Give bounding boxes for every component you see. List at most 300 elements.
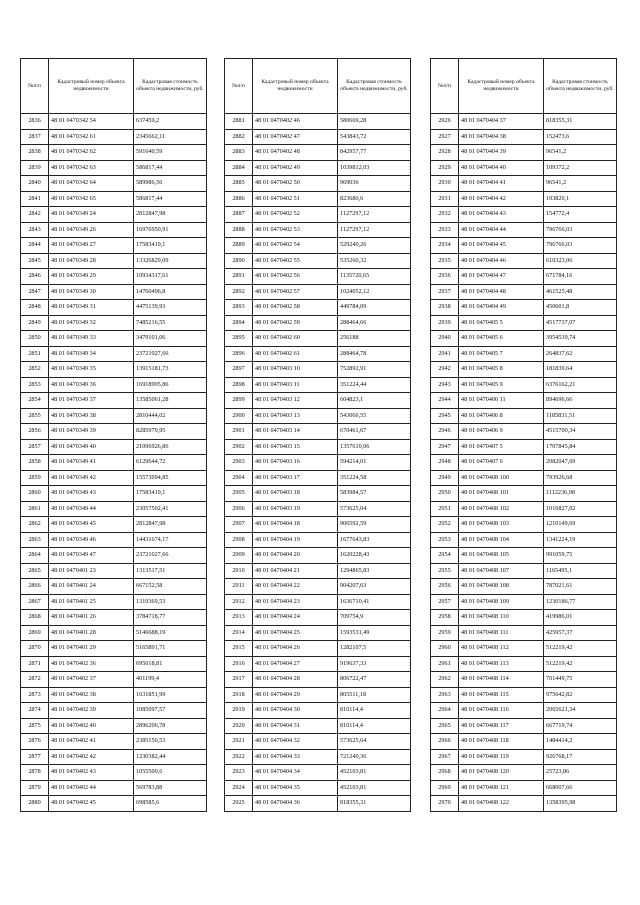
cadastral-value-cell: 991059,75 [544,548,617,564]
cadastral-value-cell: 15573094,85 [134,470,207,486]
table-row [431,734,617,750]
cadastral-value-cell: 264837,62 [544,346,617,362]
cadastral-number-cell: 48 01 0470404 19 [253,532,338,548]
cadastral-number-cell: 48 01 0470342 62 [49,145,134,161]
cadastral-value-cell: 701449,75 [544,672,617,688]
table-row [431,191,617,207]
row-number-cell: 2945 [431,408,459,424]
cadastral-value-cell: 2810444,02 [134,408,207,424]
row-number-cell: 2851 [21,346,49,362]
table-row [225,625,411,641]
cadastral-number-cell: 48 01 0470404 42 [459,191,544,207]
cadastral-number-cell: 48 01 0470342 61 [49,129,134,145]
cadastral-number-cell: 48 01 0470402 36 [49,656,134,672]
table-row [225,594,411,610]
cadastral-value-cell: 1484414,2 [544,734,617,750]
cadastral-number-cell: 48 01 0470402 54 [253,238,338,254]
cadastral-value-cell: 449784,09 [338,300,411,316]
cadastral-number-cell: 48 01 0470408 118 [459,734,544,750]
table-row [431,269,617,285]
cadastral-value-cell: 17583419,1 [134,486,207,502]
row-number-cell: 2928 [431,145,459,161]
cadastral-value-cell: 569783,88 [134,780,207,796]
table-row [21,703,207,719]
row-number-cell: 2881 [225,114,253,130]
cadastral-number-cell: 48 01 0470408 113 [459,656,544,672]
row-number-cell: 2938 [431,300,459,316]
table-row [21,672,207,688]
table-row [431,780,617,796]
cadastral-number-cell: 48 01 0470402 47 [253,129,338,145]
cadastral-number-cell: 48 01 0470404 32 [253,734,338,750]
cadastral-value-cell: 21096926,86 [134,439,207,455]
table-row [21,222,207,238]
cadastral-number-cell: 48 01 0470408 108 [459,579,544,595]
cadastral-value-cell: 1677643,83 [338,532,411,548]
cadastral-value-cell: 586817,44 [134,160,207,176]
table-row [225,672,411,688]
cadastral-value-cell: 1185831,51 [544,408,617,424]
cadastral-number-cell: 48 01 0470349 35 [49,362,134,378]
table-row [225,129,411,145]
table-row [431,439,617,455]
table-row [21,718,207,734]
cadastral-number-cell: 48 01 0470405 8 [459,362,544,378]
cadastral-value-cell: 810114,4 [338,718,411,734]
cadastral-value-cell: 1620228,43 [338,548,411,564]
row-number-cell: 2891 [225,269,253,285]
table-row [225,362,411,378]
cadastral-number-cell: 48 01 0470403 13 [253,408,338,424]
table-row [431,687,617,703]
table-row [225,517,411,533]
table-row [431,160,617,176]
row-number-cell: 2967 [431,749,459,765]
row-number-cell: 2886 [225,191,253,207]
row-number-cell: 2843 [21,222,49,238]
row-number-cell: 2907 [225,517,253,533]
cadastral-value-cell: 904207,63 [338,579,411,595]
cadastral-value-cell: 1636710,41 [338,594,411,610]
cadastral-number-cell: 48 01 0470402 48 [253,145,338,161]
row-number-cell: 2868 [21,610,49,626]
cadastral-number-cell: 48 01 0470402 43 [49,765,134,781]
cadastral-number-cell: 48 01 0470405 9 [459,377,544,393]
row-number-cell: 2878 [21,765,49,781]
row-number-cell: 2880 [21,796,49,812]
table-row [431,749,617,765]
row-number-cell: 2929 [431,160,459,176]
table-row [431,377,617,393]
table-row [21,439,207,455]
cadastral-number-cell: 48 01 0470404 28 [253,672,338,688]
table-row [431,703,617,719]
row-number-cell: 2964 [431,703,459,719]
cadastral-number-cell: 48 01 0470403 14 [253,424,338,440]
row-number-cell: 2836 [21,114,49,130]
cadastral-value-cell: 14760496,8 [134,284,207,300]
cadastral-value-cell: 25723,86 [544,765,617,781]
cadastral-number-cell: 48 01 0470404 22 [253,579,338,595]
cadastral-value-cell: 1358395,98 [544,796,617,812]
table-row [431,331,617,347]
cadastral-value-cell: 512219,42 [544,656,617,672]
cadastral-number-cell: 48 01 0470403 17 [253,470,338,486]
cadastral-number-cell: 48 01 0470349 41 [49,455,134,471]
row-number-cell: 2898 [225,377,253,393]
cadastral-number-cell: 48 01 0470408 112 [459,641,544,657]
cadastral-number-cell: 48 01 0470402 40 [49,718,134,734]
table-row [225,703,411,719]
cadastral-value-cell: 906592,59 [338,517,411,533]
table-row [431,362,617,378]
cadastral-number-cell: 48 01 0470403 10 [253,362,338,378]
cadastral-value-cell: 1016827,02 [544,501,617,517]
cadastral-value-cell: 796766,03 [544,238,617,254]
cadastral-value-cell: 8285979,95 [134,424,207,440]
cadastral-value-cell: 4475139,93 [134,300,207,316]
row-number-cell: 2904 [225,470,253,486]
row-number-cell: 2885 [225,176,253,192]
row-number-cell: 2889 [225,238,253,254]
cadastral-value-cell: 671784,16 [544,269,617,285]
cadastral-number-cell: 48 01 0470404 45 [459,238,544,254]
cadastral-value-cell: 543843,72 [338,129,411,145]
row-number-cell: 2937 [431,284,459,300]
row-number-cell: 2947 [431,439,459,455]
cadastral-value-cell: 419986,01 [544,610,617,626]
cadastral-number-cell: 48 01 0470402 53 [253,222,338,238]
row-number-cell: 2864 [21,548,49,564]
cadastral-value-cell: 793926,68 [544,470,617,486]
cadastral-value-cell: 591640,59 [134,145,207,161]
row-number-cell: 2919 [225,703,253,719]
cadastral-number-cell: 48 01 0470349 24 [49,207,134,223]
table-row [225,284,411,300]
cadastral-value-cell: 2812847,98 [134,517,207,533]
row-number-cell: 2861 [21,501,49,517]
table-row [21,145,207,161]
table-row [21,114,207,130]
cadastral-number-cell: 48 01 0470408 116 [459,703,544,719]
cadastral-number-cell: 48 01 0470349 36 [49,377,134,393]
cadastral-number-cell: 48 01 0470401 25 [49,594,134,610]
table-row [21,377,207,393]
row-number-cell: 2957 [431,594,459,610]
cadastral-value-cell: 698585,6 [134,796,207,812]
cadastral-value-cell: 810114,4 [338,703,411,719]
table-row [21,362,207,378]
table-row [225,470,411,486]
cadastral-value-cell: 586817,44 [134,191,207,207]
table-row [431,315,617,331]
row-number-cell: 2913 [225,610,253,626]
cadastral-number-cell: 48 01 0470405 5 [459,315,544,331]
cadastral-number-cell: 48 01 0470408 111 [459,625,544,641]
table-row [225,579,411,595]
header-cadastral-number: Кадастровый номер объекта недвижимости [49,59,134,114]
row-number-cell: 2896 [225,346,253,362]
table-row [225,718,411,734]
cadastral-number-cell: 48 01 0470403 15 [253,439,338,455]
row-number-cell: 2842 [21,207,49,223]
row-number-cell: 2863 [21,532,49,548]
cadastral-number-cell: 48 01 0470404 33 [253,749,338,765]
cadastral-value-cell: 667152,58 [134,579,207,595]
cadastral-number-cell: 48 01 0470408 101 [459,486,544,502]
table-row [431,579,617,595]
cadastral-number-cell: 48 01 0470404 49 [459,300,544,316]
cadastral-number-cell: 48 01 0470349 45 [49,517,134,533]
cadastral-value-cell: 10934317,61 [134,269,207,285]
row-number-cell: 2903 [225,455,253,471]
row-number-cell: 2933 [431,222,459,238]
cadastral-value-cell: 3784718,77 [134,610,207,626]
table-row [225,641,411,657]
cadastral-number-cell: 48 01 0470402 46 [253,114,338,130]
row-number-cell: 2943 [431,377,459,393]
table-row [431,765,617,781]
cadastral-value-cell: 351224,44 [338,377,411,393]
cadastral-number-cell: 48 01 0470349 39 [49,424,134,440]
row-number-cell: 2970 [431,796,459,812]
cadastral-value-cell: 2082047,69 [544,455,617,471]
row-number-cell: 2908 [225,532,253,548]
cadastral-number-cell: 48 01 0470402 41 [49,734,134,750]
cadastral-value-cell: 3954539,74 [544,331,617,347]
cadastral-number-cell: 48 01 0470402 55 [253,253,338,269]
cadastral-number-cell: 48 01 0470408 105 [459,548,544,564]
table-row [431,424,617,440]
row-number-cell: 2924 [225,780,253,796]
cadastral-number-cell: 48 01 0470406 11 [459,393,544,409]
table-row [431,641,617,657]
row-number-cell: 2860 [21,486,49,502]
cadastral-number-cell: 48 01 0470349 29 [49,269,134,285]
header-cadastral-value: Кадастровая стоимость объекта недвижимости, руб. [338,59,411,114]
cadastral-value-cell: 583984,57 [338,486,411,502]
cadastral-value-cell: 13326829,09 [134,253,207,269]
cadastral-value-cell: 1593531,49 [338,625,411,641]
row-number-cell: 2927 [431,129,459,145]
cadastral-number-cell: 48 01 0470404 26 [253,641,338,657]
table-row [225,145,411,161]
header-cadastral-value: Кадастровая стоимость объекта недвижимости, руб. [544,59,617,114]
table-row [21,532,207,548]
table-row [431,114,617,130]
cadastral-table-2 [224,58,411,812]
cadastral-number-cell: 48 01 0470349 34 [49,346,134,362]
cadastral-number-cell: 48 01 0470408 117 [459,718,544,734]
row-number-cell: 2923 [225,765,253,781]
header-cadastral-number: Кадастровый номер объекта недвижимости [459,59,544,114]
row-number-cell: 2902 [225,439,253,455]
row-number-cell: 2909 [225,548,253,564]
table-row [225,346,411,362]
row-number-cell: 2877 [21,749,49,765]
row-number-cell: 2867 [21,594,49,610]
table-row [431,207,617,223]
row-number-cell: 2848 [21,300,49,316]
cadastral-number-cell: 48 01 0470407 6 [459,455,544,471]
row-number-cell: 2944 [431,393,459,409]
table-row [225,160,411,176]
table-row [225,207,411,223]
cadastral-number-cell: 48 01 0470402 51 [253,191,338,207]
cadastral-number-cell: 48 01 0470404 40 [459,160,544,176]
row-number-cell: 2925 [225,796,253,812]
header-num: №п/п [225,59,253,114]
cadastral-number-cell: 48 01 0470404 47 [459,269,544,285]
cadastral-value-cell: 401199,4 [134,672,207,688]
cadastral-number-cell: 48 01 0470404 35 [253,780,338,796]
cadastral-value-cell: 16918995,86 [134,377,207,393]
row-number-cell: 2968 [431,765,459,781]
cadastral-number-cell: 48 01 0470401 28 [49,625,134,641]
cadastral-value-cell: 13915181,73 [134,362,207,378]
cadastral-value-cell: 667719,74 [544,718,617,734]
table-row [225,191,411,207]
cadastral-value-cell: 5146688,19 [134,625,207,641]
cadastral-number-cell: 48 01 0470342 54 [49,114,134,130]
cadastral-value-cell: 13585061,28 [134,393,207,409]
table-row [431,455,617,471]
cadastral-value-cell: 461525,48 [544,284,617,300]
cadastral-value-cell: 1230382,44 [134,749,207,765]
cadastral-value-cell: 637459,2 [134,114,207,130]
table-row [431,408,617,424]
cadastral-value-cell: 288464,78 [338,346,411,362]
table-row [431,129,617,145]
cadastral-value-cell: 256188 [338,331,411,347]
cadastral-value-cell: 709754,9 [338,610,411,626]
cadastral-number-cell: 48 01 0470402 44 [49,780,134,796]
cadastral-value-cell: 695018,81 [134,656,207,672]
cadastral-number-cell: 48 01 0470349 33 [49,331,134,347]
table-row [225,734,411,750]
table-row [225,176,411,192]
cadastral-value-cell: 450601,8 [544,300,617,316]
cadastral-value-cell: 2896206,78 [134,718,207,734]
cadastral-number-cell: 48 01 0470408 100 [459,470,544,486]
row-number-cell: 2934 [431,238,459,254]
table-row [21,641,207,657]
row-number-cell: 2951 [431,501,459,517]
cadastral-number-cell: 48 01 0470405 6 [459,331,544,347]
cadastral-value-cell: 1294865,83 [338,563,411,579]
table-row [225,269,411,285]
cadastral-value-cell: 17583419,1 [134,238,207,254]
table-row [21,610,207,626]
table-row [21,796,207,812]
table-row [225,300,411,316]
header-cadastral-value: Кадастровая стоимость объекта недвижимости, руб. [134,59,207,114]
cadastral-number-cell: 48 01 0470408 114 [459,672,544,688]
cadastral-value-cell: 23721027,66 [134,346,207,362]
row-number-cell: 2869 [21,625,49,641]
cadastral-value-cell: 288464,66 [338,315,411,331]
cadastral-number-cell: 48 01 0470349 28 [49,253,134,269]
cadastral-number-cell: 48 01 0470403 18 [253,486,338,502]
row-number-cell: 2939 [431,315,459,331]
row-number-cell: 2963 [431,687,459,703]
cadastral-number-cell: 48 01 0470408 102 [459,501,544,517]
row-number-cell: 2962 [431,672,459,688]
cadastral-value-cell: 806722,47 [338,672,411,688]
cadastral-value-cell: 1085097,57 [134,703,207,719]
table-row [225,331,411,347]
cadastral-value-cell: 23721027,66 [134,548,207,564]
cadastral-value-cell: 96541,2 [544,145,617,161]
row-number-cell: 2914 [225,625,253,641]
cadastral-number-cell: 48 01 0470402 59 [253,315,338,331]
table-row [21,315,207,331]
row-number-cell: 2844 [21,238,49,254]
table-row [225,548,411,564]
cadastral-number-cell: 48 01 0470402 45 [49,796,134,812]
cadastral-value-cell: 3479101,06 [134,331,207,347]
table-row [21,734,207,750]
cadastral-number-cell: 48 01 0470342 64 [49,176,134,192]
cadastral-value-cell: 5165891,71 [134,641,207,657]
cadastral-value-cell: 1127297,12 [338,222,411,238]
table-row [431,548,617,564]
row-number-cell: 2966 [431,734,459,750]
cadastral-number-cell: 48 01 0470404 20 [253,548,338,564]
cadastral-number-cell: 48 01 0470342 63 [49,160,134,176]
table-row [431,517,617,533]
cadastral-value-cell: 154772,4 [544,207,617,223]
table-row [21,424,207,440]
cadastral-value-cell: 805511,18 [338,687,411,703]
cadastral-value-cell: 512219,42 [544,641,617,657]
row-number-cell: 2870 [21,641,49,657]
cadastral-number-cell: 48 01 0470349 40 [49,439,134,455]
row-number-cell: 2918 [225,687,253,703]
row-number-cell: 2865 [21,563,49,579]
cadastral-number-cell: 48 01 0470349 30 [49,284,134,300]
row-number-cell: 2910 [225,563,253,579]
cadastral-value-cell: 604823,1 [338,393,411,409]
row-number-cell: 2900 [225,408,253,424]
row-number-cell: 2958 [431,610,459,626]
table-row [431,346,617,362]
table-row [21,579,207,595]
row-number-cell: 2906 [225,501,253,517]
cadastral-value-cell: 535260,32 [338,253,411,269]
row-number-cell: 2960 [431,641,459,657]
table-row [431,594,617,610]
row-number-cell: 2858 [21,455,49,471]
cadastral-number-cell: 48 01 0470404 38 [459,129,544,145]
table-row [21,765,207,781]
row-number-cell: 2862 [21,517,49,533]
table-row [225,377,411,393]
cadastral-value-cell: 1282107,5 [338,641,411,657]
cadastral-number-cell: 48 01 0470408 120 [459,765,544,781]
row-number-cell: 2899 [225,393,253,409]
row-number-cell: 2915 [225,641,253,657]
cadastral-number-cell: 48 01 0470404 25 [253,625,338,641]
cadastral-value-cell: 975642,82 [544,687,617,703]
cadastral-table-1 [20,58,207,812]
cadastral-number-cell: 48 01 0470349 26 [49,222,134,238]
cadastral-number-cell: 48 01 0470404 18 [253,517,338,533]
cadastral-number-cell: 48 01 0470404 24 [253,610,338,626]
row-number-cell: 2953 [431,532,459,548]
table-row [431,563,617,579]
cadastral-value-cell: 1210149,69 [544,517,617,533]
